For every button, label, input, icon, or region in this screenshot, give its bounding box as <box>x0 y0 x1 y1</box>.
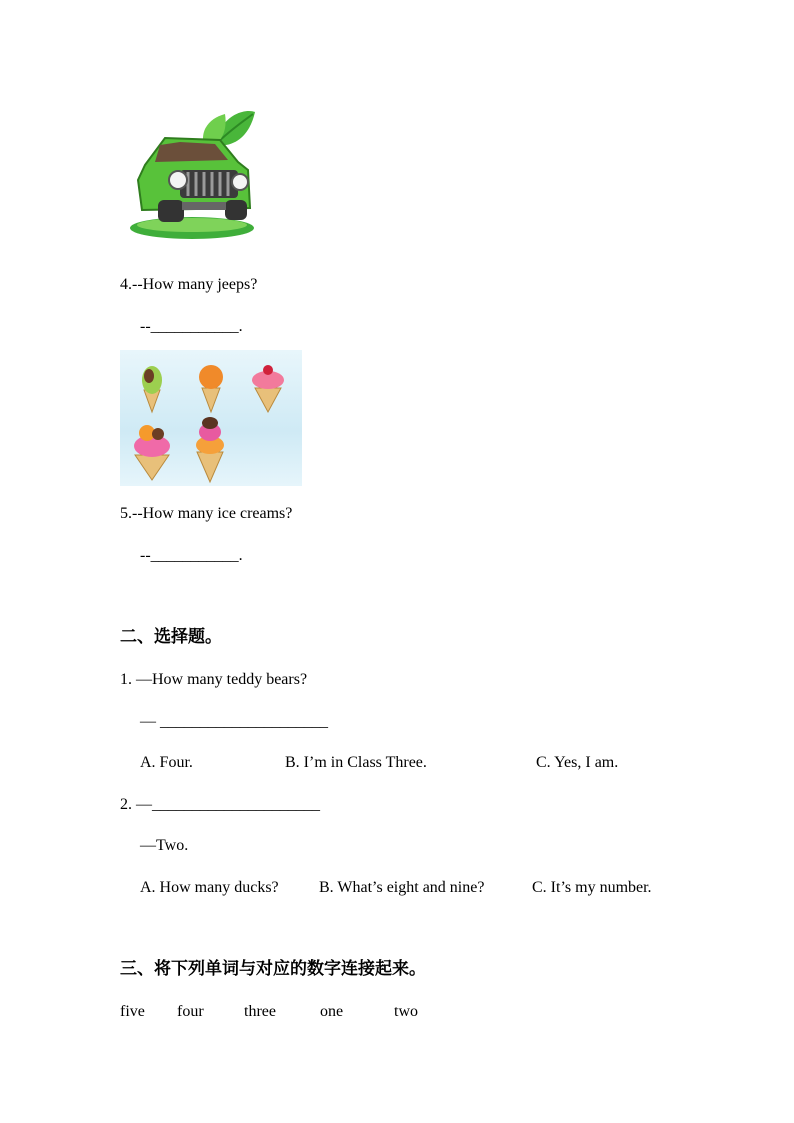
answer-line-4[interactable]: --___________. <box>140 318 243 335</box>
word-one[interactable]: one <box>320 1003 344 1020</box>
mc2-option-b[interactable]: B. What’s eight and nine? <box>319 879 485 896</box>
jeep-icon <box>120 100 260 245</box>
mc1-option-c[interactable]: C. Yes, I am. <box>536 754 619 771</box>
mc-reply-2: —Two. <box>140 837 189 854</box>
section-3-heading: 三、将下列单词与对应的数字连接起来。 <box>120 959 426 979</box>
mc-question-2: 2. —_____________________ <box>120 796 320 813</box>
ice-cream-cones-icon <box>120 350 302 486</box>
mc1-option-a[interactable]: A. Four. <box>140 754 193 771</box>
mc-question-1: 1. —How many teddy bears? <box>120 671 308 688</box>
word-four[interactable]: four <box>177 1003 204 1020</box>
mc2-option-c[interactable]: C. It’s my number. <box>532 879 652 896</box>
mc-answer-line-1[interactable]: — _____________________ <box>140 713 328 730</box>
ice-creams-image <box>120 350 302 486</box>
question-4: 4.--How many jeeps? <box>120 276 258 293</box>
section-2-heading: 二、选择题。 <box>120 627 222 647</box>
word-three[interactable]: three <box>244 1003 276 1020</box>
mc1-option-b[interactable]: B. I’m in Class Three. <box>285 754 427 771</box>
jeep-image <box>120 100 260 245</box>
answer-line-5[interactable]: --___________. <box>140 547 243 564</box>
word-two[interactable]: two <box>394 1003 418 1020</box>
mc2-option-a[interactable]: A. How many ducks? <box>140 879 279 896</box>
word-five[interactable]: five <box>120 1003 145 1020</box>
question-5: 5.--How many ice creams? <box>120 505 293 522</box>
